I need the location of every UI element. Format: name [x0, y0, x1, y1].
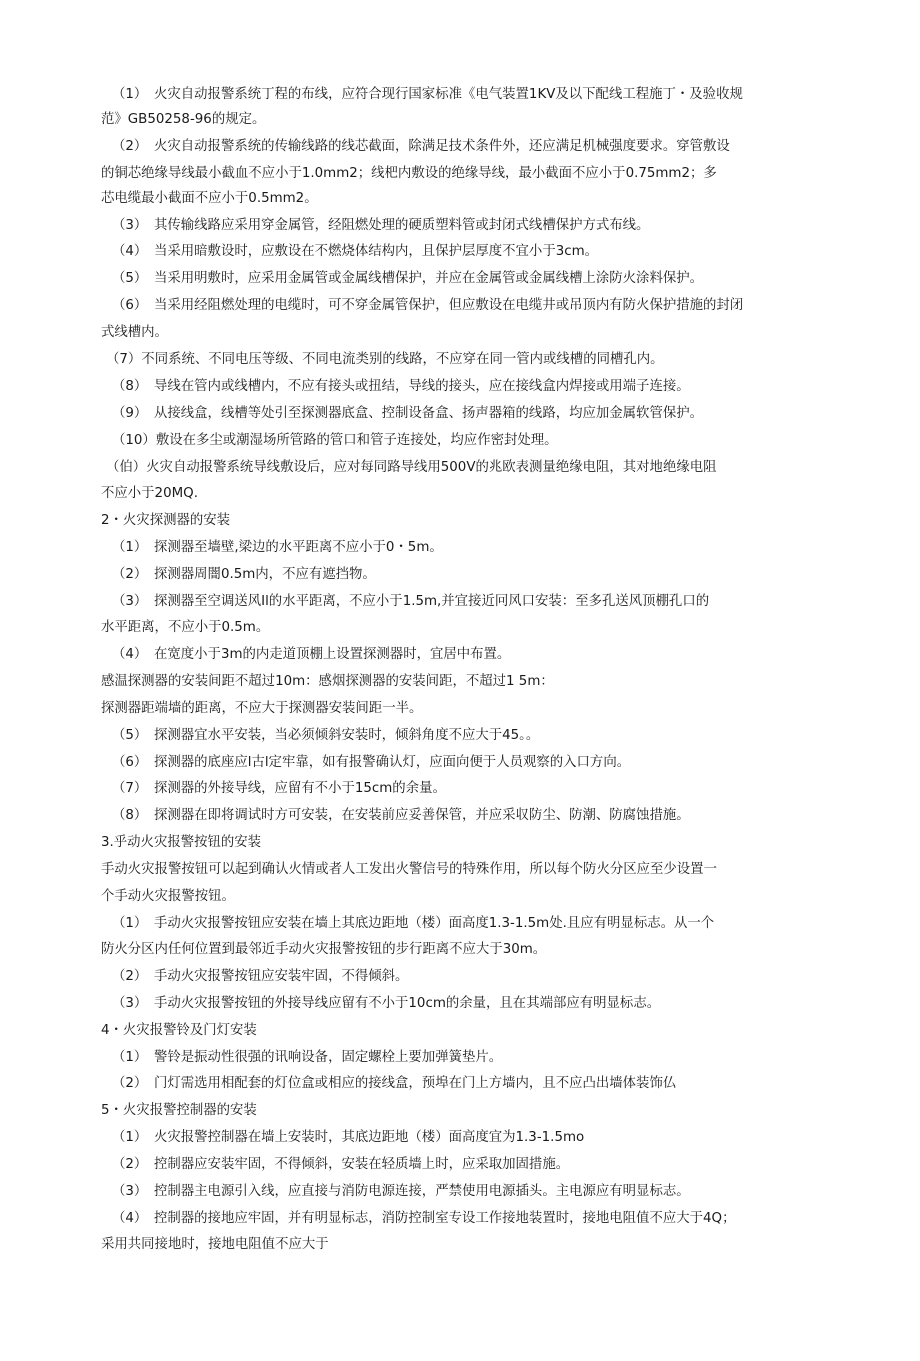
text-line: 个手动火灾报警按钮。 — [101, 889, 235, 904]
section-heading: 4・火灾报警铃及门灯安装 — [101, 1023, 257, 1038]
text-line: 感温探测器的安装间距不超过10m：感烟探测器的安装间距，不超过1 5m： — [101, 674, 554, 689]
text-line: （3） 其传输线路应采用穿金属管，经阻燃处理的硬质塑料管或封闭式线槽保护方式布线。 — [112, 218, 650, 233]
text-line: （4） 在宽度小于3m的内走道顶棚上设置探测器时，宜居中布置。 — [112, 647, 511, 662]
text-line: （5） 当采用明敷时，应采用金属管或金属线槽保护，并应在金属管或金属线槽上涂防火涂料保护。 — [112, 271, 704, 286]
text-line: （1） 探测器至墙壁,梁边的水平距离不应小于0・5m。 — [112, 540, 443, 555]
text-line: 防火分区内任何位置到最邻近手动火灾报警按钮的步行距离不应大于30m。 — [101, 942, 547, 957]
text-line: 探测器距端墙的距离，不应大于探测器安装间距一半。 — [101, 701, 423, 716]
text-line: （1） 火灾报警控制器在墙上安装时，其底边距地（楼）面高度宜为1.3-1.5mo — [112, 1130, 585, 1145]
text-line: （4） 当采用暗敷设时，应敷设在不燃烧体结构内，且保护层厚度不宜小于3cm。 — [112, 244, 599, 259]
text-line: （3） 手动火灾报警按钮的外接导线应留有不小于10cm的余量，且在其端部应有明显标志。 — [112, 996, 661, 1011]
text-line: （9） 从接线盒，线槽等处引至探测器底盒、控制设备盒、扬声器箱的线路，均应加金属软管保护。 — [112, 406, 704, 421]
text-line: 范》GB50258-96的规定。 — [101, 112, 266, 127]
text-line: （1） 手动火灾报警按钮应安装在墙上其底边距地（楼）面高度1.3-1.5m处.且应有明显标志。从一个 — [112, 916, 715, 931]
text-line: （7）不同系统、不同电压等级、不同电流类别的线路，不应穿在同一管内或线槽的同槽孔内。 — [106, 352, 664, 367]
text-line: 采用共同接地时，接地电阻值不应大于 — [101, 1237, 329, 1252]
text-line: 水平距离，不应小于0.5m。 — [101, 620, 270, 635]
text-line: （3） 控制器主电源引入线，应直接与消防电源连接，严禁使用电源插头。主电源应有明显标志。 — [112, 1184, 690, 1199]
text-line: （3） 探测器至空调送风Il的水平距离，不应小于1.5m,并宜接近冋风口安装：至多孔送风顶棚孔口的 — [112, 594, 710, 609]
text-line: （6） 当采用经阻燃处理的电缆时，可不穿金属管保护，但应敷设在电缆井或吊顶内有防火保护措施的封闭 — [112, 298, 744, 313]
text-line: （8） 探测器在即将调试时方可安装，在安装前应妥善保管，并应采収防尘、防潮、防腐蚀措施。 — [112, 808, 690, 823]
text-line: （1） 警铃是振动性很强的讯响设备，固定螺栓上要加弹簧垫片。 — [112, 1050, 503, 1065]
text-line: （2） 火灾自动报警系统的传输线路的线芯截面，除满足技术条件外，还应满足机械强度要求。穿管敷设 — [112, 139, 730, 154]
text-line: （6） 探测器的底座应l古l定牢靠，如有报警确认灯，应面向便于人员观察的入口方向。 — [112, 755, 631, 770]
text-line: （伯）火灾自动报警系统导线敷设后，应对每同路导线用500V的兆欧表测量绝缘电阻，其对地绝缘电阻 — [106, 460, 717, 475]
section-heading: 5・火灾报警控制器的安装 — [101, 1103, 257, 1118]
text-line: （2） 门灯需选用相配套的灯位盒或相应的接线盒，预埠在门上方墙内，且不应凸出墙体装饰仏 — [112, 1076, 677, 1091]
text-line: 的铜芯绝缘导线最小截血不应小于1.0mm2；线杷内敷设的绝缘导线，最小截面不应小于0.75mm2；多 — [101, 166, 717, 181]
text-line: 不应小于20MQ. — [101, 486, 198, 501]
section-heading: 2・火灾探测器的安装 — [101, 513, 231, 528]
text-line: （5） 探测器宜水平安装，当必须倾斜安装时，倾斜角度不应大于45。。 — [112, 728, 540, 743]
text-line: （10）敷设在多尘或潮湿场所管路的管口和管子连接处，均应作密封处理。 — [112, 433, 558, 448]
text-line: （2） 探测器周闇0.5m内，不应有遮挡物。 — [112, 567, 376, 582]
text-line: （1） 火灾自动报警系统丁程的布线，应符合现行国家标准《电气装置1KV及以下配线工程施丁・及验收规 — [112, 87, 743, 102]
text-line: 芯电缆最小截面不应小于0.5mm2。 — [101, 191, 318, 206]
text-line: （2） 控制器应安装牢固，不得倾斜，安装在轻质墙上时，应采取加固措施。 — [112, 1157, 570, 1172]
text-line: 手动火灾报警按钮可以起到确认火情或者人工发出火警信号的特殊作用，所以每个防火分区应至少设置一 — [101, 862, 717, 877]
text-line: （7） 探测器的外接导线，应留有不小于15cm的余量。 — [112, 781, 446, 796]
text-line: （8） 导线在管内或线槽内，不应有接头或扭结，导线的接头，应在接线盒内焊接或用端子连接。 — [112, 379, 690, 394]
text-line: 式线槽内。 — [101, 325, 168, 340]
text-line: （4） 控制器的接地应牢固，并有明显标志，消防控制室专设工作接地装置时，接地电阻值不应大于4Q； — [112, 1211, 736, 1226]
section-heading: 3.乎动火灾报警按钮的安装 — [101, 835, 262, 850]
text-line: （2） 手动火灾报警按钮应安装牢固，不得倾斜。 — [112, 969, 409, 984]
